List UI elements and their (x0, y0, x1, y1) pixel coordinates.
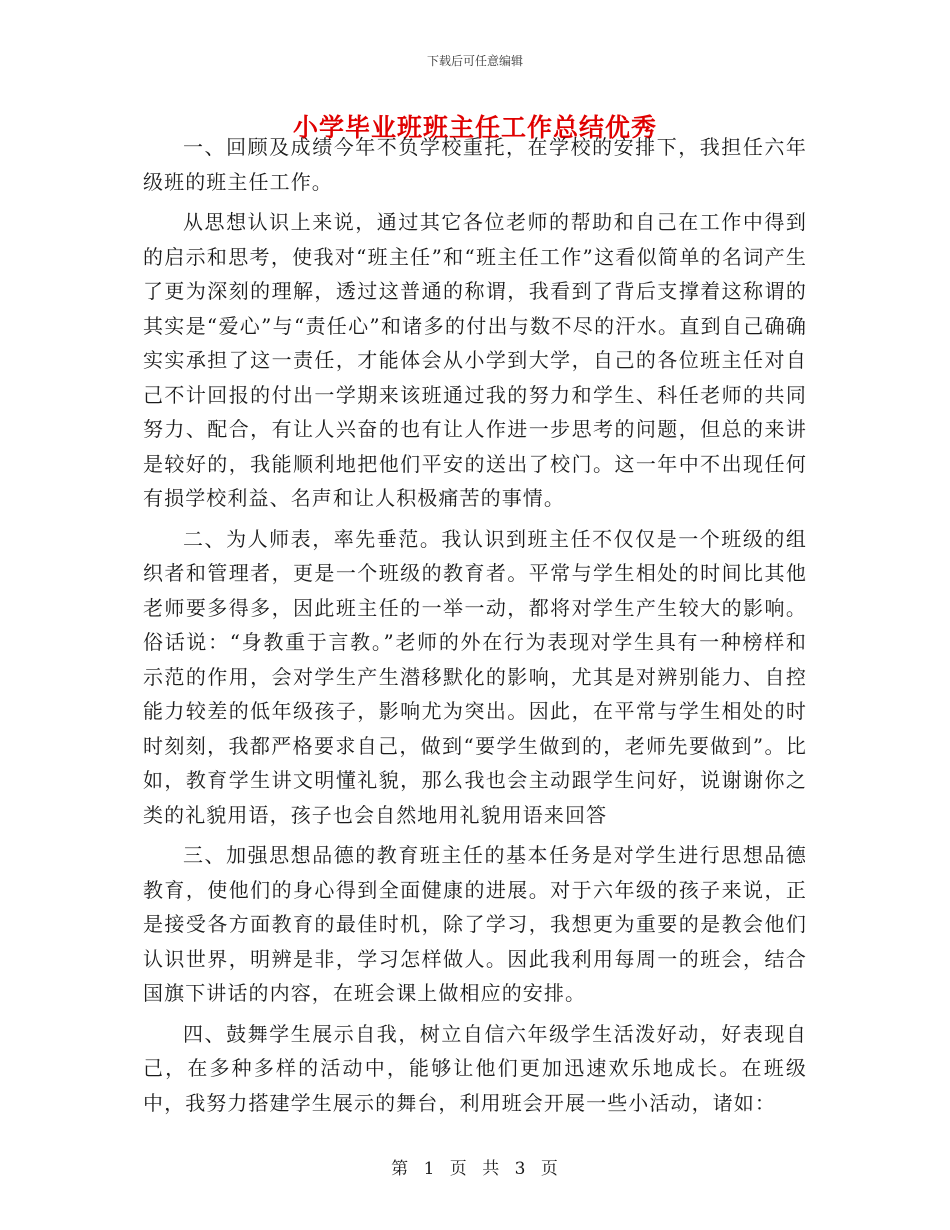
paragraph-2: 从思想认识上来说，通过其它各位老师的帮助和自己在工作中得到的启示和思考，使我对“班主任”和“班主任工作”这看似简单的名词产生了更为深刻的理解，透过这普通的称谓，我看到了背后支撑着这称谓的其实是“爱心”与“责任心”和诸多的付出与数不尽的汗水。直到自己确确实实承担了这一责任，才能体会从小学到大学，自己的各位班主任对自己不计回报的付出一学期来该班通过我的努力和学生、科任老师的共同努力、配合，有让人兴奋的也有让人作进一步思考的问题，但总的来讲是较好的，我能顺利地把他们平安的送出了校门。这一年中不出现任何有损学校利益、名声和让人积极痛苦的事情。 (143, 210, 807, 510)
footer-label-unit: 页 (449, 1159, 468, 1179)
page-footer (0, 1154, 950, 1179)
page-total: 3 (514, 1159, 527, 1179)
page-number: 1 (423, 1159, 436, 1179)
header-note: 下载后可任意编辑 (426, 54, 523, 68)
paragraph-1: 一、回顾及成绩今年不负学校重托，在学校的安排下，我担任六年级班的班主任工作。 (143, 135, 807, 194)
paragraph-3: 二、为人师表，率先垂范。我认识到班主任不仅仅是一个班级的组织者和管理者，更是一个班级的教育者。平常与学生相处的时间比其他老师要多得多，因此班主任的一举一动，都将对学生产生较大的影响。俗话说：“身教重于言教。”老师的外在行为表现对学生具有一种榜样和示范的作用，会对学生产生潜移默化的影响，尤其是对辨别能力、自控能力较差的低年级孩子，影响尤为突出。因此，在平常与学生相处的时时刻刻，我都严格要求自己，做到“要学生做到的，老师先要做到”。比如，教育学生讲文明懂礼貌，那么我也会主动跟学生问好，说谢谢你之类的礼貌用语，孩子也会自然地用礼貌用语来回答 (143, 526, 807, 827)
paragraph-5: 四、鼓舞学生展示自我，树立自信六年级学生活泼好动，好表现自己，在多种多样的活动中，能够让他们更加迅速欢乐地成长。在班级中，我努力搭建学生展示的舞台，利用班会开展一些小活动，诸如： (143, 1021, 807, 1115)
document-body (143, 130, 807, 1126)
footer-label-unit2: 页 (540, 1159, 559, 1179)
footer-label-total: 共 (482, 1159, 501, 1179)
paragraph-4: 三、加强思想品德的教育班主任的基本任务是对学生进行思想品德教育，使他们的身心得到全面健康的进展。对于六年级的孩子来说，正是接受各方面教育的最佳时机，除了学习，我想更为重要的是教会他们认识世界，明辨是非，学习怎样做人。因此我利用每周一的班会，结合国旗下讲话的内容，在班会课上做相应的安排。 (143, 843, 807, 1005)
document-title: 小学毕业班班主任工作总结优秀 (292, 113, 657, 142)
footer-label-page: 第 (391, 1159, 410, 1179)
